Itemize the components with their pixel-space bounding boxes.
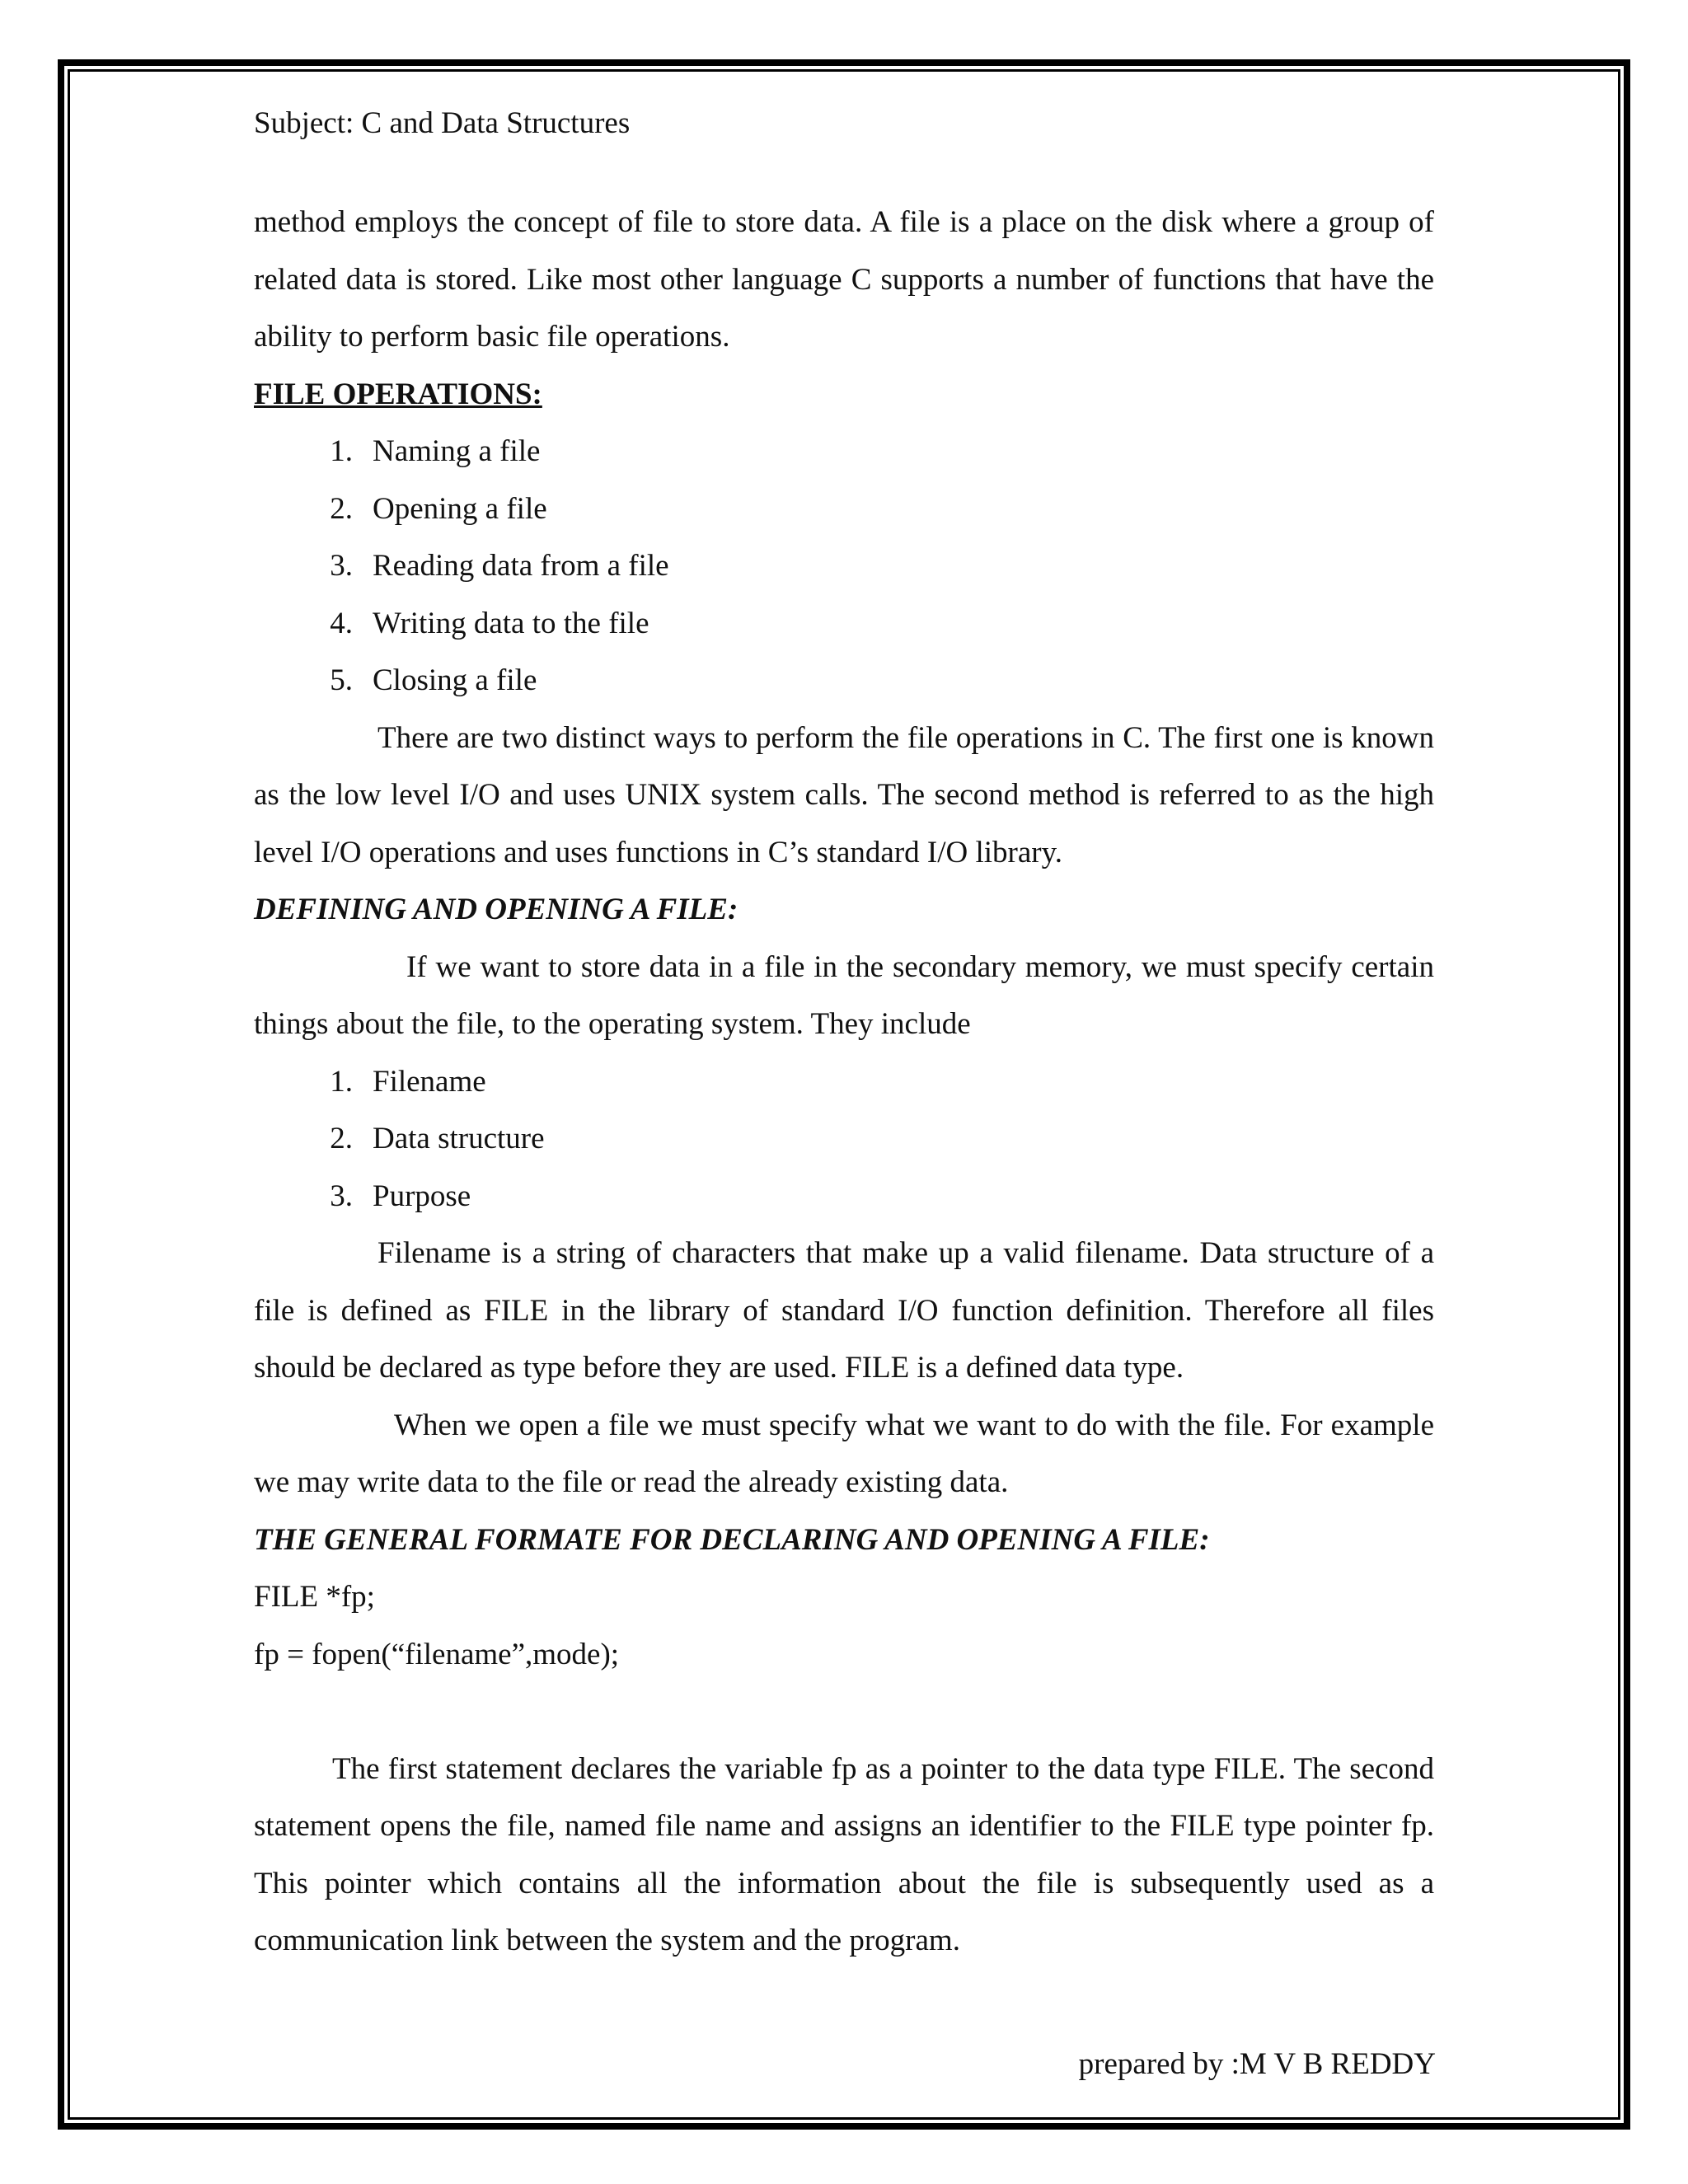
list-item: 1. Naming a file [330,434,541,468]
general-format-paragraph: The first statement declares the variable fp as a pointer to the data type FILE. The second statement opens the file, named file name and assigns an identifier to the FILE type pointer fp. This pointer which contains all the information about the file is subsequently used as a communication link between the system and the program. [254,1751,1434,1957]
list-item: 3. Reading data from a file [330,549,669,583]
defining-list [254,1053,1434,1226]
filename-paragraph: Filename is a string of characters that make up a valid filename. Data structure of a file is defined as FILE in the library of standard I/O function definition. Therefore all files should be declared as type before they are used. FILE is a defined data type. [254,1236,1434,1385]
list-item: 1. Filename [330,1064,486,1099]
defining-heading: DEFINING AND OPENING A FILE: [254,893,738,926]
page-content [254,194,1434,1970]
page-header-subject: Subject: C and Data Structures [254,106,631,140]
list-item: 2. Data structure [330,1122,545,1155]
list-item: 5. Closing a file [330,663,537,697]
footer-prepared-by: prepared by :M V B REDDY [1078,2047,1436,2081]
defining-paragraph: If we want to store data in a file in the secondary memory, we must specify certain things about the file, to the operating system. They include [254,949,1434,1041]
intro-paragraph: method employs the concept of file to store data. A file is a place on the disk where a group of related data is stored. Like most other language C supports a number of functions that have the ability to perform basic file operations. [254,205,1434,354]
list-item: 3. Purpose [330,1179,471,1213]
file-operations-list [254,423,1434,710]
list-item: 2. Opening a file [330,491,547,526]
blank-line [254,1683,1434,1741]
general-format-heading: THE GENERAL FORMATE FOR DECLARING AND OPENING A FILE: [254,1522,1210,1557]
code-line-declare: FILE *fp; [254,1580,375,1614]
open-purpose-paragraph: When we open a file we must specify what we want to do with the file. For example we may write data to the file or read the already existing data. [254,1408,1434,1499]
file-operations-heading: FILE OPERATIONS: [254,377,542,411]
list-item: 4. Writing data to the file [330,606,649,640]
file-operations-paragraph: There are two distinct ways to perform the file operations in C. The first one is known as the low level I/O and uses UNIX system calls. The second method is referred to as the high level I/O operations and uses functions in C’s standard I/O library. [254,720,1434,869]
code-line-fopen: fp = fopen(“filename”,mode); [254,1637,620,1671]
